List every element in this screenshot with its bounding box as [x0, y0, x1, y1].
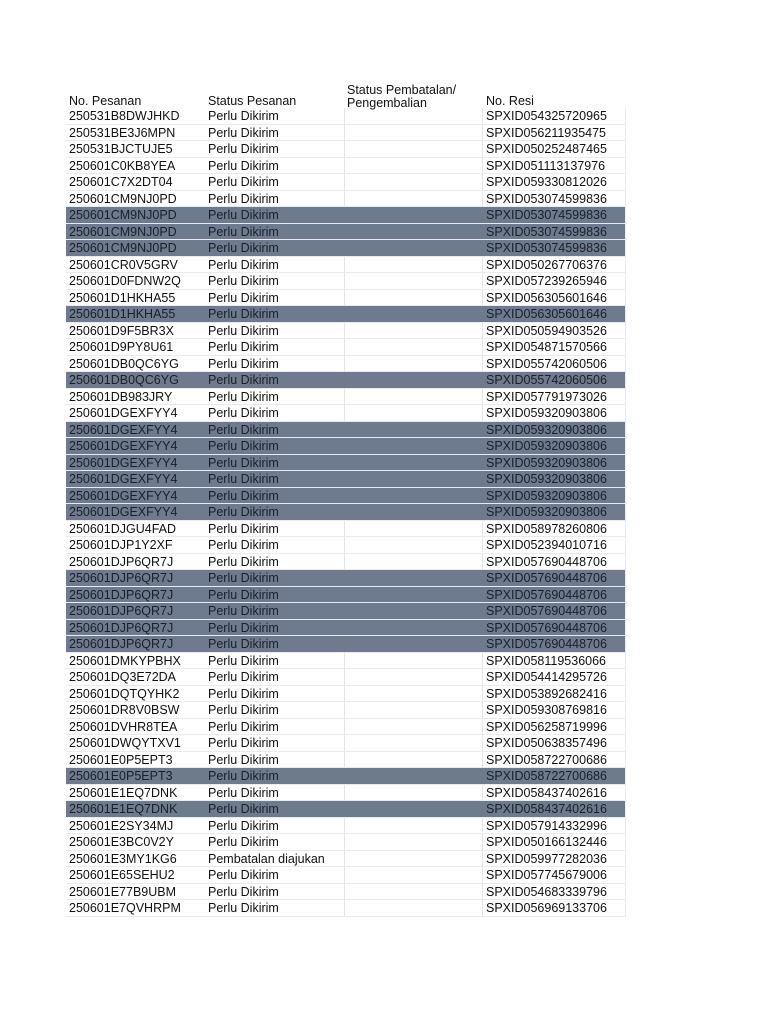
cell-cancel-status: [344, 669, 483, 685]
cell-order-no: 250601DJP6QR7J: [66, 570, 205, 586]
cell-tracking-no: SPXID057791973026: [483, 389, 626, 405]
cell-tracking-no: SPXID050166132446: [483, 834, 626, 850]
cell-order-no: 250601DJP6QR7J: [66, 603, 205, 619]
cell-order-status: Perlu Dikirim: [208, 554, 279, 569]
cell-order-status: Perlu Dikirim: [208, 340, 279, 354]
table-row: [66, 587, 626, 604]
cell-order-status: Perlu Dikirim: [205, 801, 344, 817]
table-row: [66, 108, 626, 125]
cell-order-status: Perlu Dikirim: [208, 175, 279, 189]
cell-cancel-status: [344, 191, 483, 207]
cell-tracking-no: SPXID057914332996: [483, 818, 626, 834]
cell-tracking-no: SPXID057690448706: [483, 620, 626, 636]
cell-cancel-status: [344, 834, 483, 850]
cell-tracking-no: SPXID059320903806: [483, 504, 626, 520]
cell-tracking-no: SPXID058119536066: [483, 653, 626, 669]
table-row: [66, 834, 626, 851]
cell-order-status: Perlu Dikirim: [205, 422, 344, 438]
table-row: [66, 372, 626, 389]
cell-cancel-status: [344, 537, 483, 553]
cell-order-no: 250601DB983JRY: [69, 389, 173, 404]
cell-tracking-no: SPXID053074599836: [483, 191, 626, 207]
cell-order-no: 250601D9F5BR3X: [69, 323, 174, 338]
cell-cancel-status: [344, 290, 483, 306]
table-row: [66, 125, 626, 142]
cell-order-status: Perlu Dikirim: [208, 125, 279, 140]
table-row: [66, 537, 626, 554]
cell-tracking-no: SPXID055742060506: [483, 372, 626, 388]
cell-cancel-status: [344, 620, 483, 636]
table-row: [66, 405, 626, 422]
cell-order-status: Perlu Dikirim: [208, 703, 279, 717]
cell-order-no: 250601CR0V5GRV: [69, 257, 178, 272]
cell-order-status: Perlu Dikirim: [205, 587, 344, 603]
cell-tracking-no: SPXID050252487465: [483, 141, 626, 157]
cell-cancel-status: [344, 273, 483, 289]
table-row: [66, 257, 626, 274]
cell-order-no: 250531BE3J6MPN: [69, 125, 176, 140]
cell-order-no: 250601DWQYTXV1: [69, 736, 181, 750]
cell-tracking-no: SPXID050267706376: [483, 257, 626, 273]
table-row: [66, 570, 626, 587]
cell-tracking-no: SPXID050594903526: [483, 323, 626, 339]
cell-cancel-status: [344, 174, 483, 190]
table-row: [66, 455, 626, 472]
table-row: [66, 719, 626, 736]
cell-order-status: Perlu Dikirim: [205, 636, 344, 652]
cell-order-status: Perlu Dikirim: [205, 570, 344, 586]
cell-order-status: Perlu Dikirim: [208, 835, 279, 849]
cell-cancel-status: [344, 587, 483, 603]
cell-order-status: Perlu Dikirim: [208, 323, 279, 338]
table-row: [66, 620, 626, 637]
cell-tracking-no: SPXID057745679006: [483, 867, 626, 883]
cell-cancel-status: [344, 636, 483, 652]
cell-cancel-status: [344, 603, 483, 619]
table-row: [66, 867, 626, 884]
cell-tracking-no: SPXID059330812026: [483, 174, 626, 190]
cell-order-no: 250601DJP6QR7J: [66, 636, 205, 652]
cell-order-no: 250601DJP6QR7J: [69, 554, 174, 569]
cell-cancel-status: [344, 389, 483, 405]
table-row: [66, 884, 626, 901]
cell-tracking-no: SPXID053074599836: [483, 224, 626, 240]
cell-order-no: 250601DGEXFYY4: [66, 488, 205, 504]
cell-cancel-status: [344, 818, 483, 834]
cell-cancel-status: [344, 438, 483, 454]
cell-order-status: Perlu Dikirim: [208, 521, 279, 536]
cell-cancel-status: [344, 306, 483, 322]
cell-tracking-no: SPXID059320903806: [483, 488, 626, 504]
cell-tracking-no: SPXID058722700686: [483, 752, 626, 768]
table-row: [66, 851, 626, 868]
cell-tracking-no: SPXID054325720965: [483, 108, 626, 124]
table-row: [66, 422, 626, 439]
cell-order-status: Perlu Dikirim: [208, 356, 279, 371]
table-row: [66, 174, 626, 191]
cell-order-no: 250601E1EQ7DNK: [66, 801, 205, 817]
cell-order-no: 250601D1HKHA55: [69, 290, 176, 305]
header-order-status: Status Pesanan: [208, 94, 297, 108]
cell-order-no: 250601DR8V0BSW: [69, 703, 180, 717]
cell-order-no: 250601CM9NJ0PD: [66, 224, 205, 240]
table-row: [66, 521, 626, 538]
cell-tracking-no: SPXID057690448706: [483, 587, 626, 603]
table-row: [66, 702, 626, 719]
cell-tracking-no: SPXID057690448706: [483, 603, 626, 619]
table-row: [66, 488, 626, 505]
table-row: [66, 504, 626, 521]
cell-order-status: Perlu Dikirim: [205, 306, 344, 322]
cell-cancel-status: [344, 702, 483, 718]
table-row: [66, 818, 626, 835]
cell-order-status: Perlu Dikirim: [205, 471, 344, 487]
cell-cancel-status: [344, 735, 483, 751]
cell-cancel-status: [344, 405, 483, 421]
cell-order-status: Perlu Dikirim: [205, 504, 344, 520]
cell-order-status: Perlu Dikirim: [208, 290, 279, 305]
cell-order-no: 250601E1EQ7DNK: [69, 785, 178, 800]
cell-order-no: 250601CM9NJ0PD: [66, 240, 205, 256]
cell-order-status: Perlu Dikirim: [208, 538, 279, 552]
cell-cancel-status: [344, 554, 483, 570]
cell-order-status: Perlu Dikirim: [205, 603, 344, 619]
table-row: [66, 653, 626, 670]
table-row: [66, 207, 626, 224]
cell-order-status: Perlu Dikirim: [208, 736, 279, 750]
table-header: [66, 84, 626, 108]
cell-order-status: Perlu Dikirim: [208, 406, 279, 420]
cell-tracking-no: SPXID058722700686: [483, 768, 626, 784]
cell-order-status: Perlu Dikirim: [205, 620, 344, 636]
cell-cancel-status: [344, 867, 483, 883]
cell-cancel-status: [344, 356, 483, 372]
cell-tracking-no: SPXID050638357496: [483, 735, 626, 751]
cell-tracking-no: SPXID056258719996: [483, 719, 626, 735]
cell-tracking-no: SPXID056305601646: [483, 306, 626, 322]
table-row: [66, 158, 626, 175]
cell-order-no: 250601DVHR8TEA: [69, 719, 178, 734]
cell-order-no: 250601E0P5EPT3: [66, 768, 205, 784]
cell-tracking-no: SPXID059320903806: [483, 422, 626, 438]
cell-order-status: Perlu Dikirim: [208, 109, 279, 123]
cell-order-status: Perlu Dikirim: [205, 372, 344, 388]
header-cancel-status: [344, 84, 483, 108]
cell-order-no: 250601DGEXFYY4: [69, 406, 178, 420]
table-row: [66, 554, 626, 571]
cell-order-no: 250601C7X2DT04: [69, 175, 173, 189]
cell-tracking-no: SPXID053074599836: [483, 207, 626, 223]
cell-order-no: 250601E3MY1KG6: [69, 851, 177, 866]
cell-cancel-status: [344, 884, 483, 900]
cell-order-status: Perlu Dikirim: [208, 389, 279, 404]
cell-cancel-status: [344, 504, 483, 520]
cell-order-status: Perlu Dikirim: [208, 868, 279, 882]
cell-order-no: 250531B8DWJHKD: [69, 109, 180, 123]
cell-order-no: 250601E0P5EPT3: [69, 752, 173, 767]
cell-order-no: 250601DGEXFYY4: [66, 471, 205, 487]
cell-order-no: 250601DQ3E72DA: [69, 670, 177, 684]
cell-order-status: Perlu Dikirim: [208, 653, 279, 668]
cell-order-no: 250601DJGU4FAD: [69, 521, 177, 536]
cell-tracking-no: SPXID059320903806: [483, 455, 626, 471]
table-row: [66, 471, 626, 488]
cell-order-status: Perlu Dikirim: [208, 719, 279, 734]
cell-order-no: 250601E3BC0V2Y: [69, 835, 174, 849]
cell-cancel-status: [344, 207, 483, 223]
cell-tracking-no: SPXID058437402616: [483, 785, 626, 801]
table-body: [66, 108, 626, 917]
cell-cancel-status: [344, 224, 483, 240]
cell-order-status: Perlu Dikirim: [208, 257, 279, 272]
cell-order-no: 250601DGEXFYY4: [66, 504, 205, 520]
cell-tracking-no: SPXID056211935475: [483, 125, 626, 141]
table-row: [66, 669, 626, 686]
table-row: [66, 768, 626, 785]
cell-order-no: 250601D1HKHA55: [66, 306, 205, 322]
cell-cancel-status: [344, 372, 483, 388]
table-row: [66, 290, 626, 307]
table-row: [66, 603, 626, 620]
cell-order-status: Perlu Dikirim: [208, 670, 279, 684]
cell-cancel-status: [344, 686, 483, 702]
cell-tracking-no: SPXID059308769816: [483, 702, 626, 718]
cell-cancel-status: [344, 240, 483, 256]
cell-order-no: 250601E7QVHRPM: [69, 901, 181, 915]
cell-cancel-status: [344, 141, 483, 157]
cell-order-no: 250601C0KB8YEA: [69, 158, 176, 173]
cell-order-no: 250601DGEXFYY4: [66, 438, 205, 454]
cell-cancel-status: [344, 158, 483, 174]
cell-cancel-status: [344, 851, 483, 867]
cell-cancel-status: [344, 471, 483, 487]
cell-tracking-no: SPXID054683339796: [483, 884, 626, 900]
table-row: [66, 752, 626, 769]
cell-tracking-no: SPXID059320903806: [483, 471, 626, 487]
cell-order-status: Perlu Dikirim: [205, 768, 344, 784]
table-row: [66, 801, 626, 818]
table-row: [66, 240, 626, 257]
cell-order-status: Perlu Dikirim: [208, 142, 279, 156]
cell-order-no: 250601E77B9UBM: [69, 884, 177, 899]
cell-order-status: Perlu Dikirim: [205, 224, 344, 240]
table-row: [66, 686, 626, 703]
cell-cancel-status: [344, 323, 483, 339]
table-row: [66, 273, 626, 290]
cell-order-no: 250601DB0QC6YG: [69, 356, 179, 371]
cell-order-no: 250601E2SY34MJ: [69, 818, 174, 833]
cell-tracking-no: SPXID057690448706: [483, 570, 626, 586]
cell-order-no: 250601CM9NJ0PD: [66, 207, 205, 223]
cell-cancel-status: [344, 422, 483, 438]
cell-tracking-no: SPXID054871570566: [483, 339, 626, 355]
cell-order-status: Perlu Dikirim: [205, 438, 344, 454]
table-row: [66, 339, 626, 356]
cell-tracking-no: SPXID057239265946: [483, 273, 626, 289]
cell-order-status: Perlu Dikirim: [208, 785, 279, 800]
cell-order-no: 250601DB0QC6YG: [66, 372, 205, 388]
table-row: [66, 356, 626, 373]
cell-cancel-status: [344, 455, 483, 471]
cell-cancel-status: [344, 257, 483, 273]
cell-cancel-status: [344, 768, 483, 784]
table-row: [66, 224, 626, 241]
table-row: [66, 735, 626, 752]
cell-order-no: 250601CM9NJ0PD: [69, 191, 177, 206]
cell-order-status: Perlu Dikirim: [205, 488, 344, 504]
cell-order-status: Perlu Dikirim: [208, 818, 279, 833]
cell-order-status: Perlu Dikirim: [208, 884, 279, 899]
cell-order-status: Perlu Dikirim: [205, 455, 344, 471]
cell-cancel-status: [344, 125, 483, 141]
cell-order-no: 250601DGEXFYY4: [66, 422, 205, 438]
cell-order-status: Perlu Dikirim: [205, 240, 344, 256]
cell-order-no: 250601E65SEHU2: [69, 868, 175, 882]
cell-tracking-no: SPXID055742060506: [483, 356, 626, 372]
cell-tracking-no: SPXID053892682416: [483, 686, 626, 702]
cell-cancel-status: [344, 521, 483, 537]
table-row: [66, 785, 626, 802]
cell-order-status: Perlu Dikirim: [208, 901, 279, 915]
cell-order-status: Perlu Dikirim: [208, 274, 279, 288]
cell-tracking-no: SPXID054414295726: [483, 669, 626, 685]
header-order-no: No. Pesanan: [69, 94, 142, 108]
table-row: [66, 141, 626, 158]
cell-order-no: 250601DQTQYHK2: [69, 686, 180, 701]
cell-tracking-no: SPXID056969133706: [483, 900, 626, 916]
header-cancel-status-line2: Pengembalian: [347, 96, 427, 110]
cell-cancel-status: [344, 719, 483, 735]
cell-order-no: 250601DJP6QR7J: [66, 587, 205, 603]
cell-cancel-status: [344, 752, 483, 768]
cell-tracking-no: SPXID059320903806: [483, 405, 626, 421]
cell-cancel-status: [344, 653, 483, 669]
cell-order-status: Perlu Dikirim: [208, 752, 279, 767]
cell-order-no: 250601DJP1Y2XF: [69, 538, 173, 552]
cell-order-status: Perlu Dikirim: [208, 191, 279, 206]
cell-cancel-status: [344, 785, 483, 801]
cell-cancel-status: [344, 900, 483, 916]
cell-cancel-status: [344, 339, 483, 355]
cell-order-no: 250601DMKYPBHX: [69, 653, 181, 668]
cell-order-no: 250601DJP6QR7J: [66, 620, 205, 636]
cell-order-status: Pembatalan diajukan: [208, 851, 325, 866]
cell-tracking-no: SPXID051113137976: [483, 158, 626, 174]
table-row: [66, 636, 626, 653]
cell-cancel-status: [344, 108, 483, 124]
cell-cancel-status: [344, 801, 483, 817]
cell-order-status: Perlu Dikirim: [208, 158, 279, 173]
table-row: [66, 900, 626, 917]
cell-tracking-no: SPXID053074599836: [483, 240, 626, 256]
orders-sheet: [66, 84, 626, 917]
header-cancel-status-line1: Status Pembatalan/: [347, 83, 457, 97]
cell-cancel-status: [344, 488, 483, 504]
table-row: [66, 389, 626, 406]
cell-tracking-no: SPXID057690448706: [483, 554, 626, 570]
cell-order-no: 250601DGEXFYY4: [66, 455, 205, 471]
cell-order-no: 250601D9PY8U61: [69, 340, 174, 354]
cell-tracking-no: SPXID058437402616: [483, 801, 626, 817]
cell-tracking-no: SPXID059977282036: [483, 851, 626, 867]
cell-order-status: Perlu Dikirim: [205, 207, 344, 223]
cell-tracking-no: SPXID057690448706: [483, 636, 626, 652]
cell-tracking-no: SPXID056305601646: [483, 290, 626, 306]
cell-order-status: Perlu Dikirim: [208, 686, 279, 701]
table-row: [66, 438, 626, 455]
header-tracking-no: No. Resi: [486, 94, 534, 108]
cell-tracking-no: SPXID059320903806: [483, 438, 626, 454]
table-row: [66, 323, 626, 340]
cell-order-no: 250601D0FDNW2Q: [69, 274, 181, 288]
table-row: [66, 191, 626, 208]
table-row: [66, 306, 626, 323]
cell-tracking-no: SPXID058978260806: [483, 521, 626, 537]
cell-cancel-status: [344, 570, 483, 586]
cell-tracking-no: SPXID052394010716: [483, 537, 626, 553]
cell-order-no: 250531BJCTUJE5: [69, 142, 173, 156]
